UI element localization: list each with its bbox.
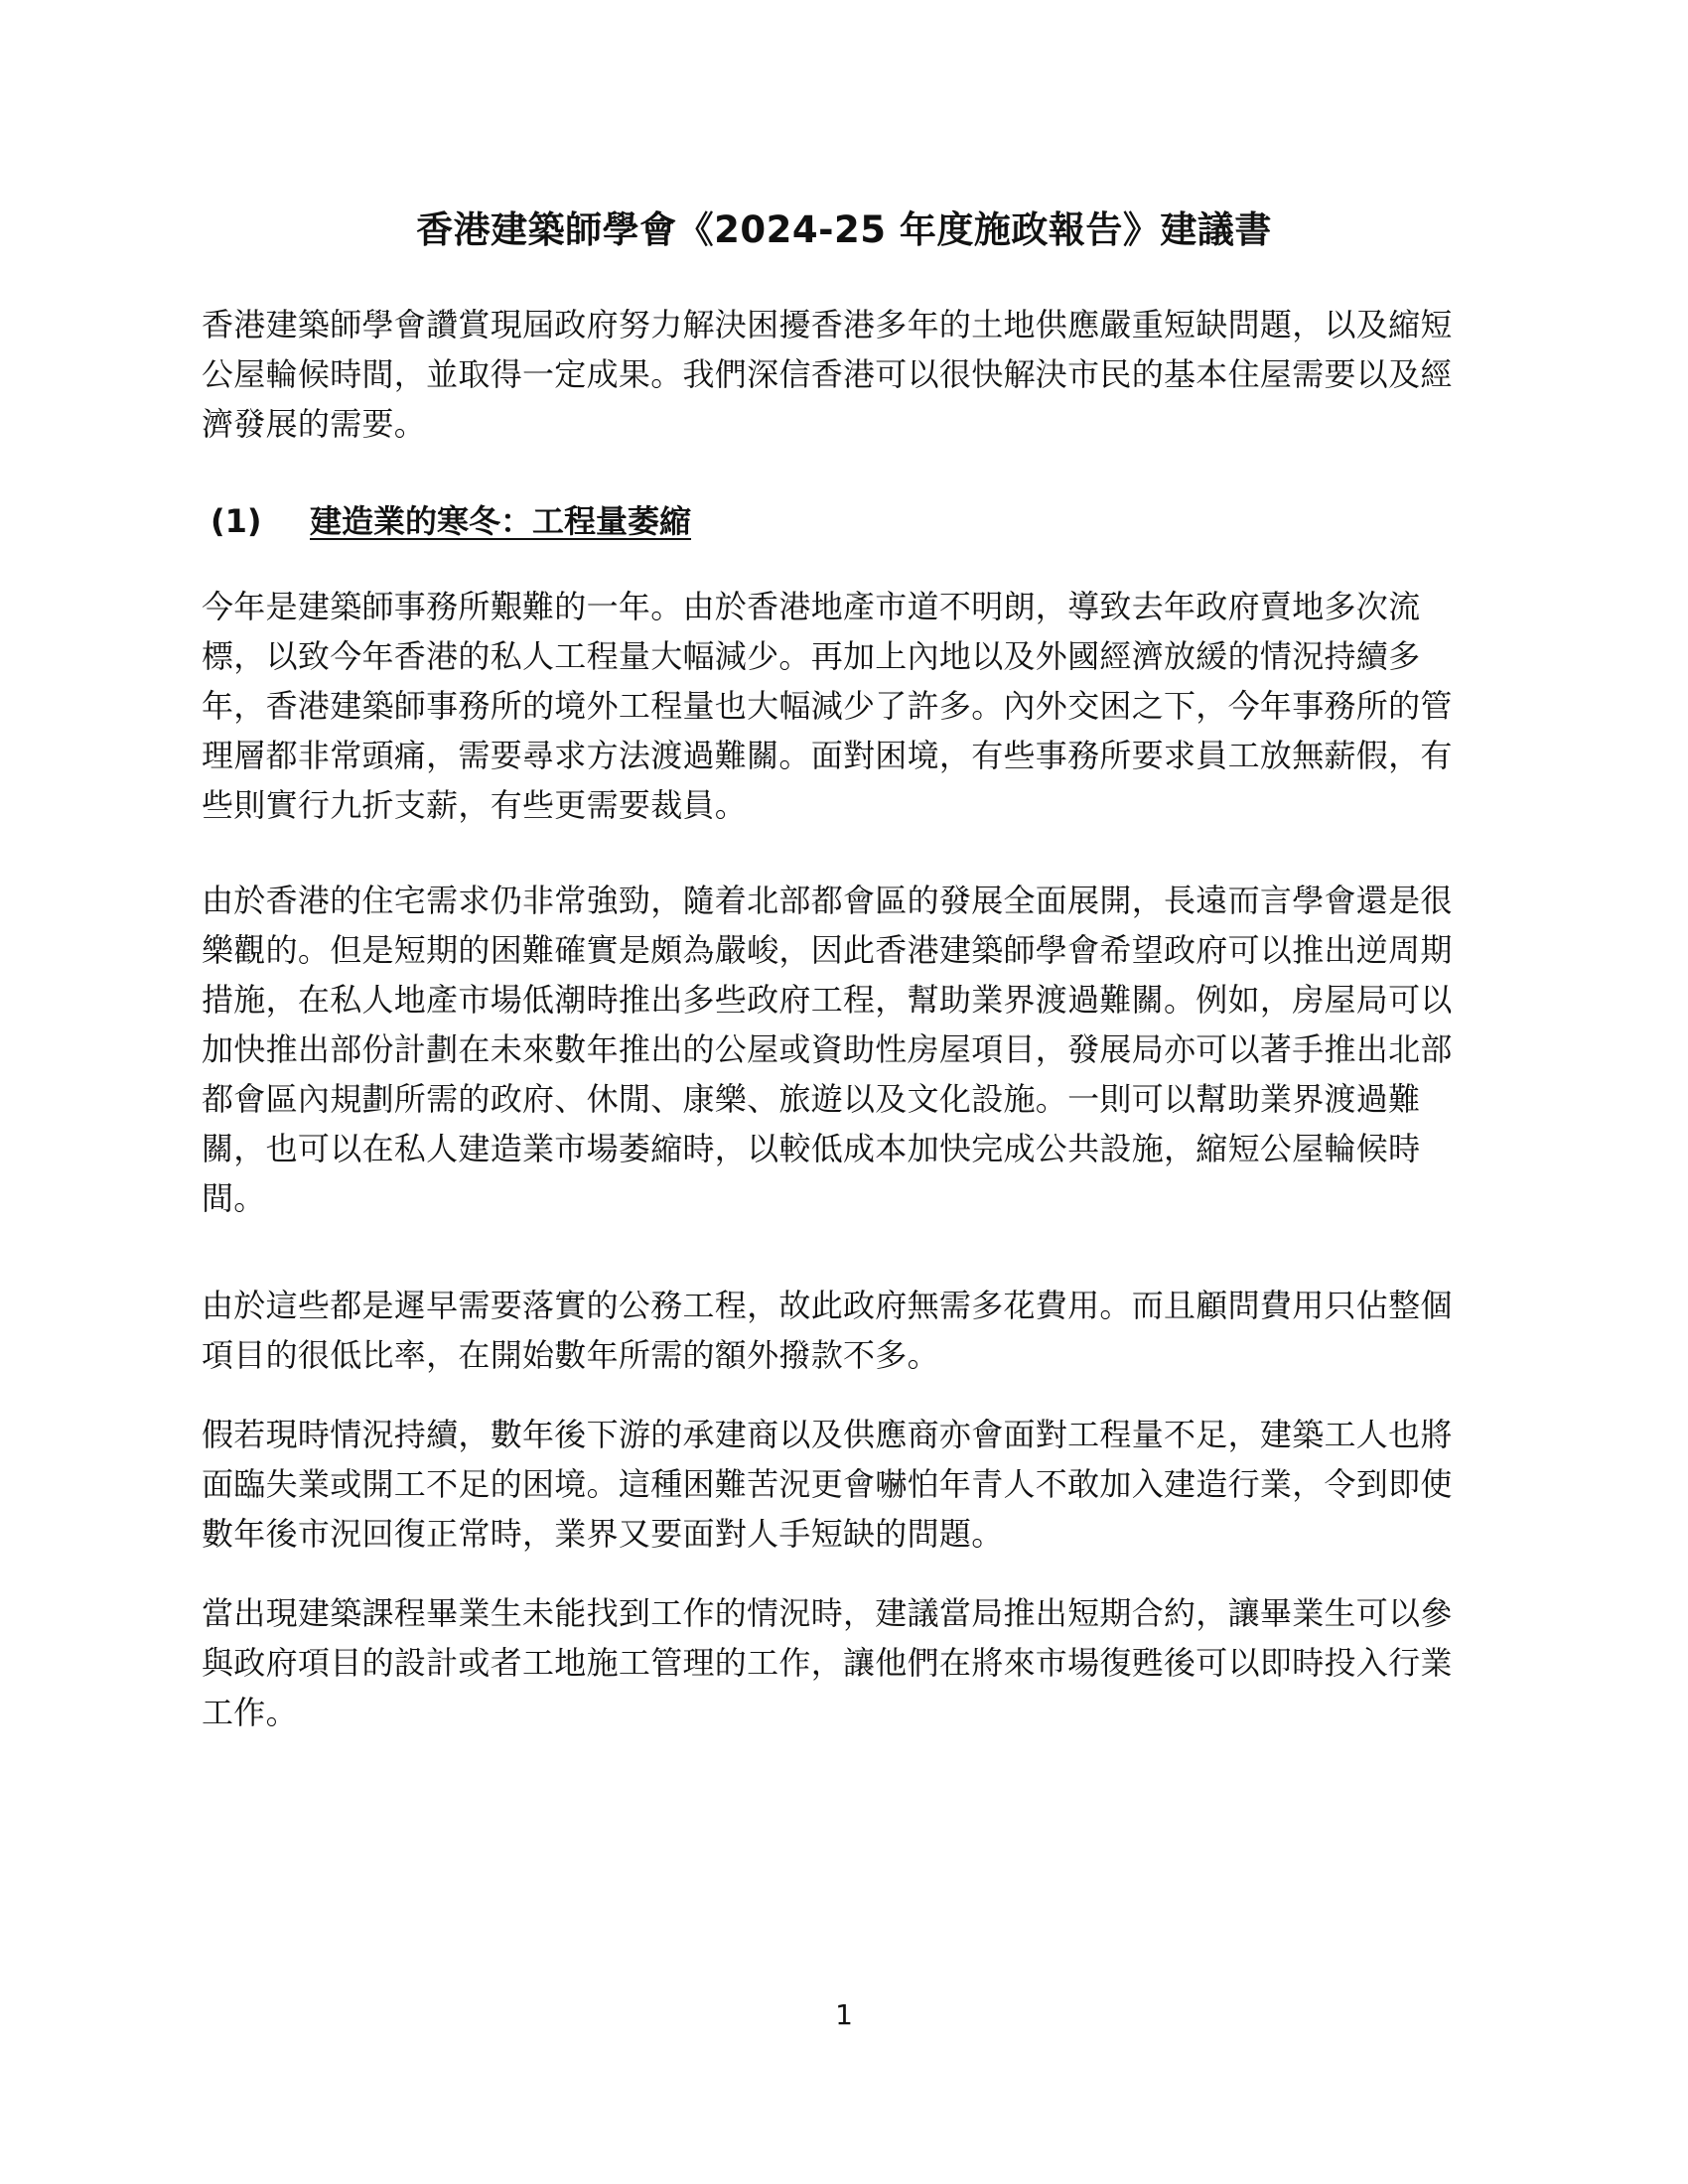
- section-heading: [211, 496, 691, 546]
- section-number: (1): [211, 502, 262, 540]
- body-paragraph-4: 假若現時情況持續，數年後下游的承建商以及供應商亦會面對工程量不足，建築工人也將 面臨失業或開工不足的困境。這種困難苦況更會嚇怕年青人不敢加入建造行業，令到即使 數年後市況回復正常時，業界又要面對人手短缺的問題。: [202, 1416, 1453, 1553]
- body-paragraph-3: 由於這些都是遲早需要落實的公務工程，故此政府無需多花費用。而且顧問費用只佔整個 項目的很低比率，在開始數年所需的額外撥款不多。: [202, 1287, 1453, 1374]
- intro-paragraph: 香港建築師學會讚賞現屆政府努力解決困擾香港多年的土地供應嚴重短缺問題，以及縮短 公屋輪候時間，並取得一定成果。我們深信香港可以很快解決市民的基本住屋需要以及經 濟發展的需要。: [202, 306, 1453, 443]
- section-title: 建造業的寒冬：工程量萎縮: [310, 502, 692, 540]
- body-paragraph-5: 當出現建築課程畢業生未能找到工作的情況時，建議當局推出短期合約，讓畢業生可以參 與政府項目的設計或者工地施工管理的工作，讓他們在將來市場復甦後可以即時投入行業 工作。: [202, 1594, 1453, 1731]
- body-paragraph-2: 由於香港的住宅需求仍非常強勁，隨着北部都會區的發展全面展開，長遠而言學會還是很 樂觀的。但是短期的困難確實是頗為嚴峻，因此香港建築師學會希望政府可以推出逆周期 措施，在私人地產市場低潮時推出多些政府工程，幫助業界渡過難關。例如，房屋局可以 加快推出部份計劃在未來數年推出的公屋或資助性房屋項目，發展局亦可以著手推出北部 都會區內規劃所需的政府、休閒、康樂、旅遊以及文化設施。一則可以幫助業界渡過難 關，也可以在私人建造業市場萎縮時，以較低成本加快完成公共設施，縮短公屋輪候時 間。: [202, 882, 1453, 1217]
- document-title: 香港建築師學會《2024-25 年度施政報告》建議書: [416, 208, 1272, 251]
- body-paragraph-1: 今年是建築師事務所艱難的一年。由於香港地產市道不明朗，導致去年政府賣地多次流 標，以致今年香港的私人工程量大幅減少。再加上內地以及外國經濟放緩的情況持續多 年，香港建築師事務所的境外工程量也大幅減少了許多。內外交困之下，今年事務所的管 理層都非常頭痛，需要尋求方法渡過難關。面對困境，有些事務所要求員工放無薪假，有 些則實行九折支薪，有些更需要裁員。: [202, 588, 1453, 824]
- page-number: 1: [835, 1998, 853, 2031]
